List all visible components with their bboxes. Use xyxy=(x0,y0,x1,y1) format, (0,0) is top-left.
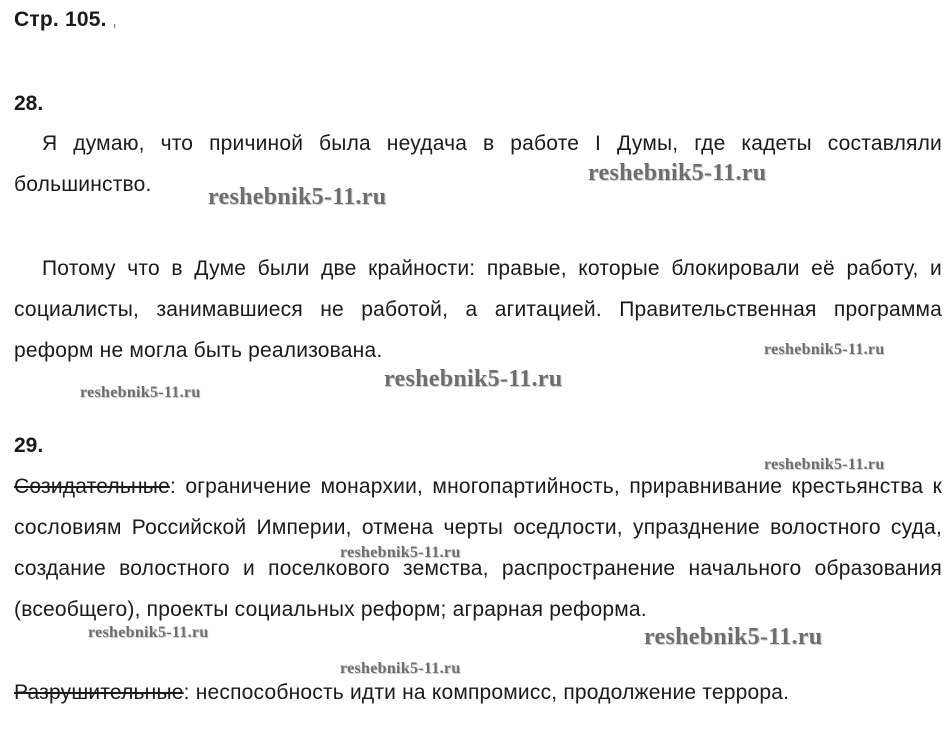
constructive-label: Созидательные xyxy=(14,475,170,498)
task-28-number: 28. xyxy=(14,92,44,115)
task-29-number: 29. xyxy=(14,434,44,457)
constructive-text: : ограничение монархии, многопартийность, приравнивание крестьянства к сословиям Российской Империи, отмена черты оседлости, упразднение волостного суда, создание волостного и поселкового земства, распространение начального образования (всеобщего), проекты социальных реформ; аграрная реформа. xyxy=(14,475,942,621)
page-mark: , xyxy=(112,13,117,29)
watermark: reshebnik5-11.ru xyxy=(764,456,885,473)
watermark: reshebnik5-11.ru xyxy=(340,660,461,677)
destructive-text: : неспособность идти на компромисс, продолжение террора. xyxy=(183,681,790,704)
task-28-paragraph-2: Потому что в Думе были две крайности: правые, которые блокировали её работу, и социалисты, занимавшиеся не работой, а агитацией. Правительственная программа реформ не могла быть реализована. xyxy=(14,257,942,362)
watermark: reshebnik5-11.ru xyxy=(588,160,767,186)
watermark: reshebnik5-11.ru xyxy=(340,544,461,561)
watermark: reshebnik5-11.ru xyxy=(384,366,563,392)
task-28-paragraph-1: Я думаю, что причиной была неудача в работе I Думы, где кадеты составляли большинство. xyxy=(14,132,942,196)
watermark: reshebnik5-11.ru xyxy=(644,624,823,650)
task-29-destructive-paragraph xyxy=(14,672,942,713)
destructive-label: Разрушительные xyxy=(14,681,184,704)
page-header xyxy=(14,8,117,32)
watermark: reshebnik5-11.ru xyxy=(764,341,885,358)
watermark: reshebnik5-11.ru xyxy=(208,184,387,210)
watermark: reshebnik5-11.ru xyxy=(80,384,201,401)
watermark: reshebnik5-11.ru xyxy=(88,624,209,641)
page-label: Стр. 105. xyxy=(14,8,107,31)
task-29-constructive-paragraph xyxy=(14,466,942,630)
